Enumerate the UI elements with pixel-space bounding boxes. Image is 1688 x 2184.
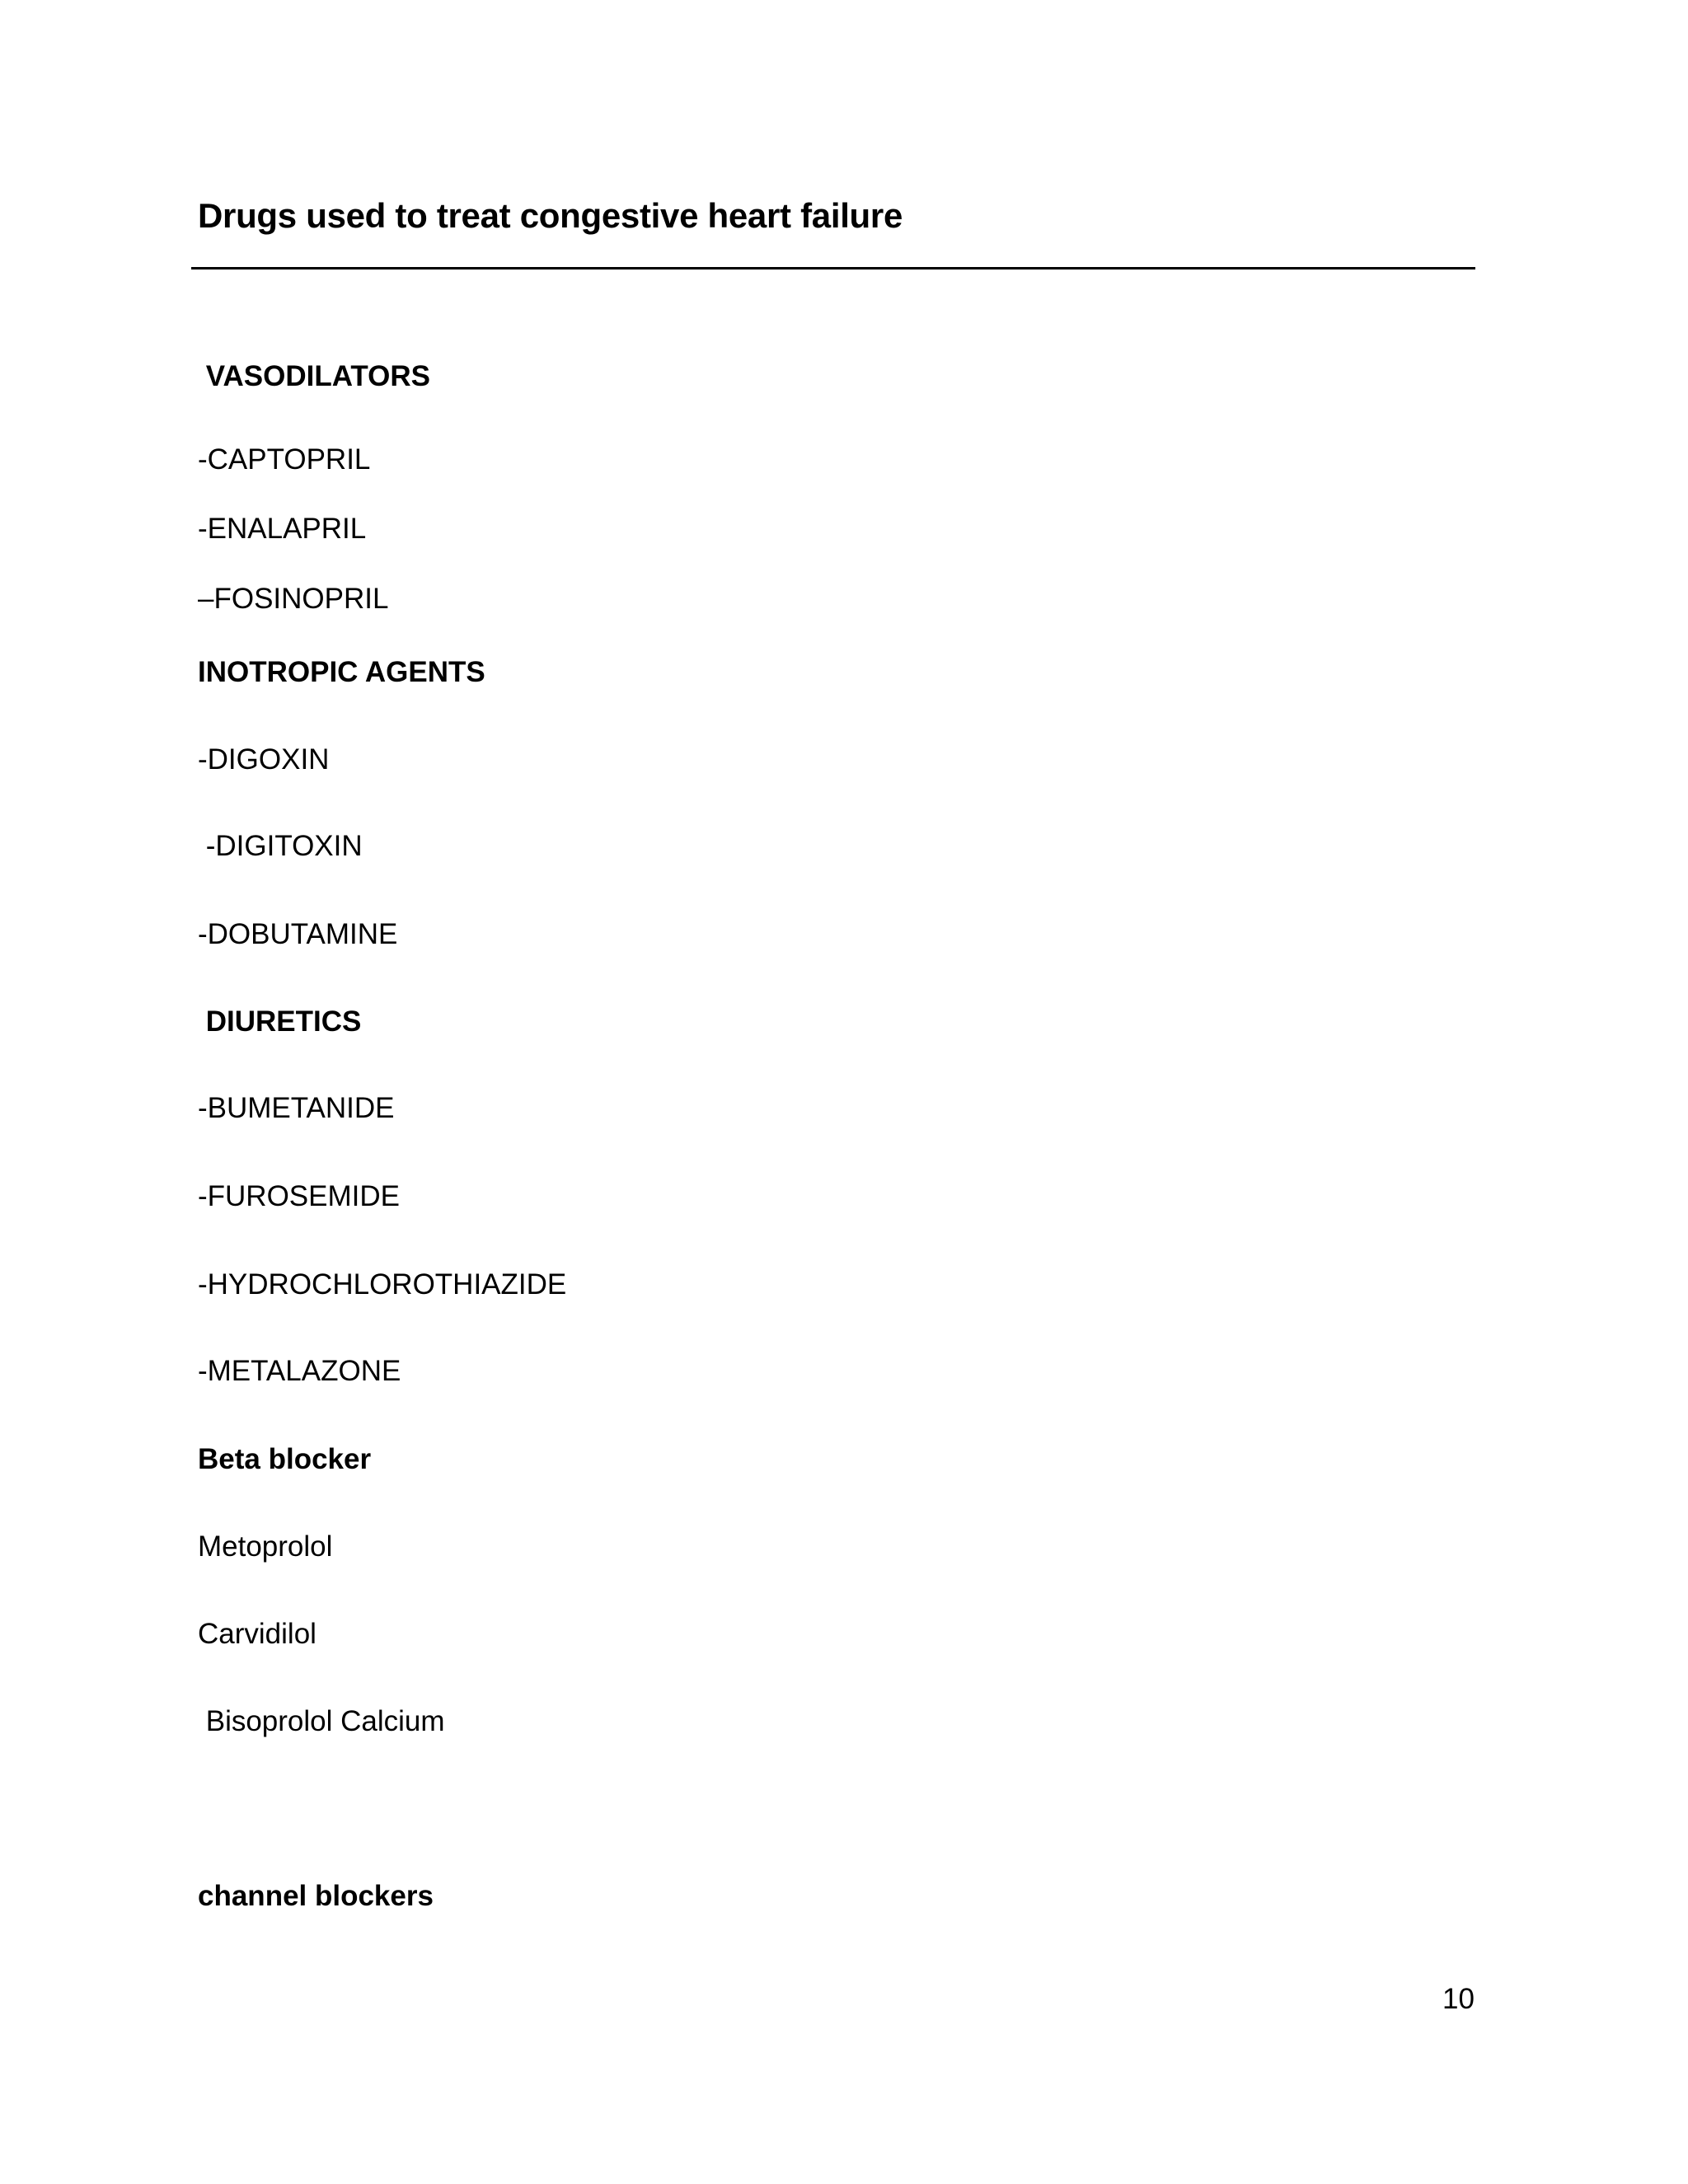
drug-item: Bisoprolol Calcium [198, 1705, 445, 1737]
drug-item: Metoprolol [198, 1530, 333, 1563]
section-heading-diuretics: DIURETICS [198, 1005, 362, 1038]
page-title: Drugs used to treat congestive heart failure [198, 196, 903, 235]
section-heading-vasodilators: VASODILATORS [198, 360, 430, 392]
drug-item: –FOSINOPRIL [198, 583, 389, 615]
drug-item: -FUROSEMIDE [198, 1180, 400, 1212]
drug-item: Carvidilol [198, 1618, 316, 1650]
drug-item: -CAPTOPRIL [198, 443, 371, 476]
drug-item: -BUMETANIDE [198, 1092, 395, 1124]
page-number: 10 [1442, 1983, 1475, 2015]
drug-item: -DOBUTAMINE [198, 918, 398, 950]
drug-item: -HYDROCHLOROTHIAZIDE [198, 1268, 567, 1301]
section-heading-beta-blocker: Beta blocker [198, 1443, 372, 1475]
drug-item: -DIGOXIN [198, 743, 330, 776]
drug-item: -METALAZONE [198, 1355, 401, 1387]
drug-item: -ENALAPRIL [198, 513, 367, 545]
drug-item: -DIGITOXIN [198, 830, 363, 862]
section-heading-inotropic-agents: INOTROPIC AGENTS [198, 656, 485, 688]
section-heading-channel-blockers: channel blockers [198, 1880, 434, 1912]
title-underline [191, 267, 1475, 269]
